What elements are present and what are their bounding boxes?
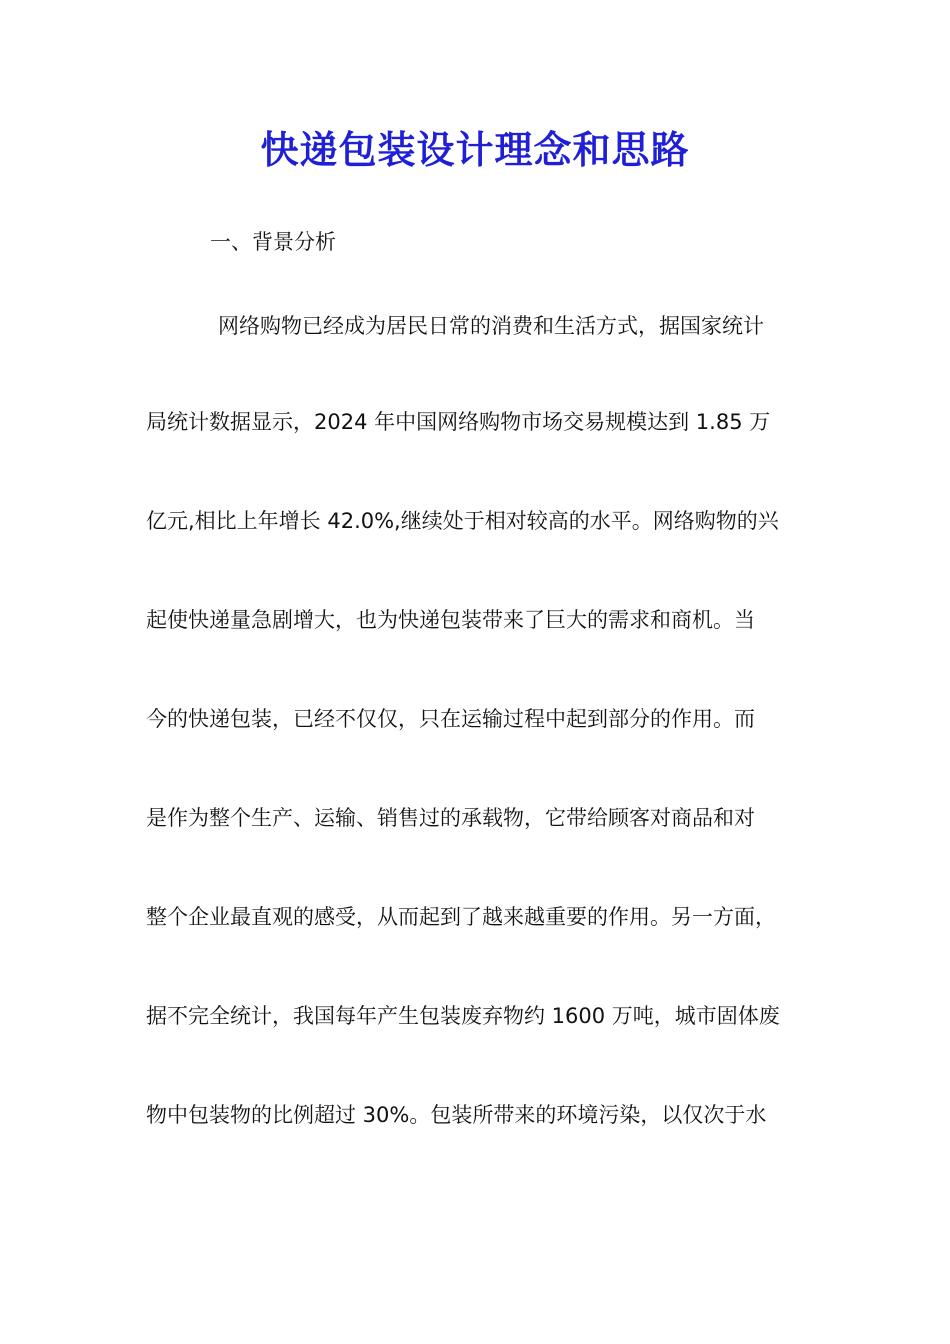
paragraph-line: 据不完全统计，我国每年产生包装废弃物约 1600 万吨，城市固体废 [146,1004,780,1028]
paragraph-line: 今的快递包装，已经不仅仅，只在运输过程中起到部分的作用。而 [146,707,755,731]
paragraph-line: 亿元,相比上年增长 42.0%,继续处于相对较高的水平。网络购物的兴 [146,509,779,533]
paragraph-line: 物中包装物的比例超过 30%。包装所带来的环境污染，以仅次于水 [146,1103,767,1127]
paragraph-line: 网络购物已经成为居民日常的消费和生活方式，据国家统计 [218,314,764,338]
paragraph-line: 是作为整个生产、运输、销售过的承载物，它带给顾客对商品和对 [146,806,755,830]
paragraph-line: 整个企业最直观的感受，从而起到了越来越重要的作用。另一方面， [146,905,776,929]
section-heading: 一、背景分析 [210,230,336,254]
paragraph-line: 局统计数据显示，2024 年中国网络购物市场交易规模达到 1.85 万 [146,410,771,434]
document-title: 快递包装设计理念和思路 [260,128,690,172]
paragraph-line: 起使快递量急剧增大，也为快递包装带来了巨大的需求和商机。当 [146,608,755,632]
